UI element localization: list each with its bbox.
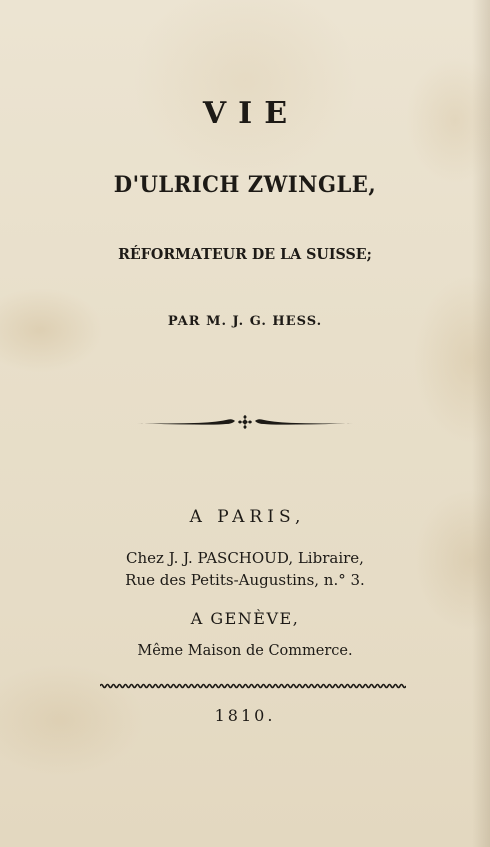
imprint-publisher-line-2: Rue des Petits-Augustins, n.° 3. — [125, 571, 365, 589]
book-description: RÉFORMATEUR DE LA SUISSE; — [118, 245, 372, 263]
book-subject: D'ULRICH ZWINGLE, — [113, 172, 377, 198]
publication-year: 1810. — [214, 706, 276, 725]
book-title: VIE — [202, 96, 300, 131]
wavy-rule-divider — [100, 681, 406, 691]
imprint-city-geneve: A GENÈVE, — [190, 609, 300, 628]
author-line: PAR M. J. G. HESS. — [167, 314, 323, 329]
imprint-publisher-line-1: Chez J. J. PASCHOUD, Libraire, — [126, 549, 364, 567]
imprint-publisher-line-3: Même Maison de Commerce. — [137, 643, 353, 659]
imprint-city-paris: A PARIS, — [189, 507, 306, 527]
ornamental-divider-icon — [134, 412, 356, 432]
